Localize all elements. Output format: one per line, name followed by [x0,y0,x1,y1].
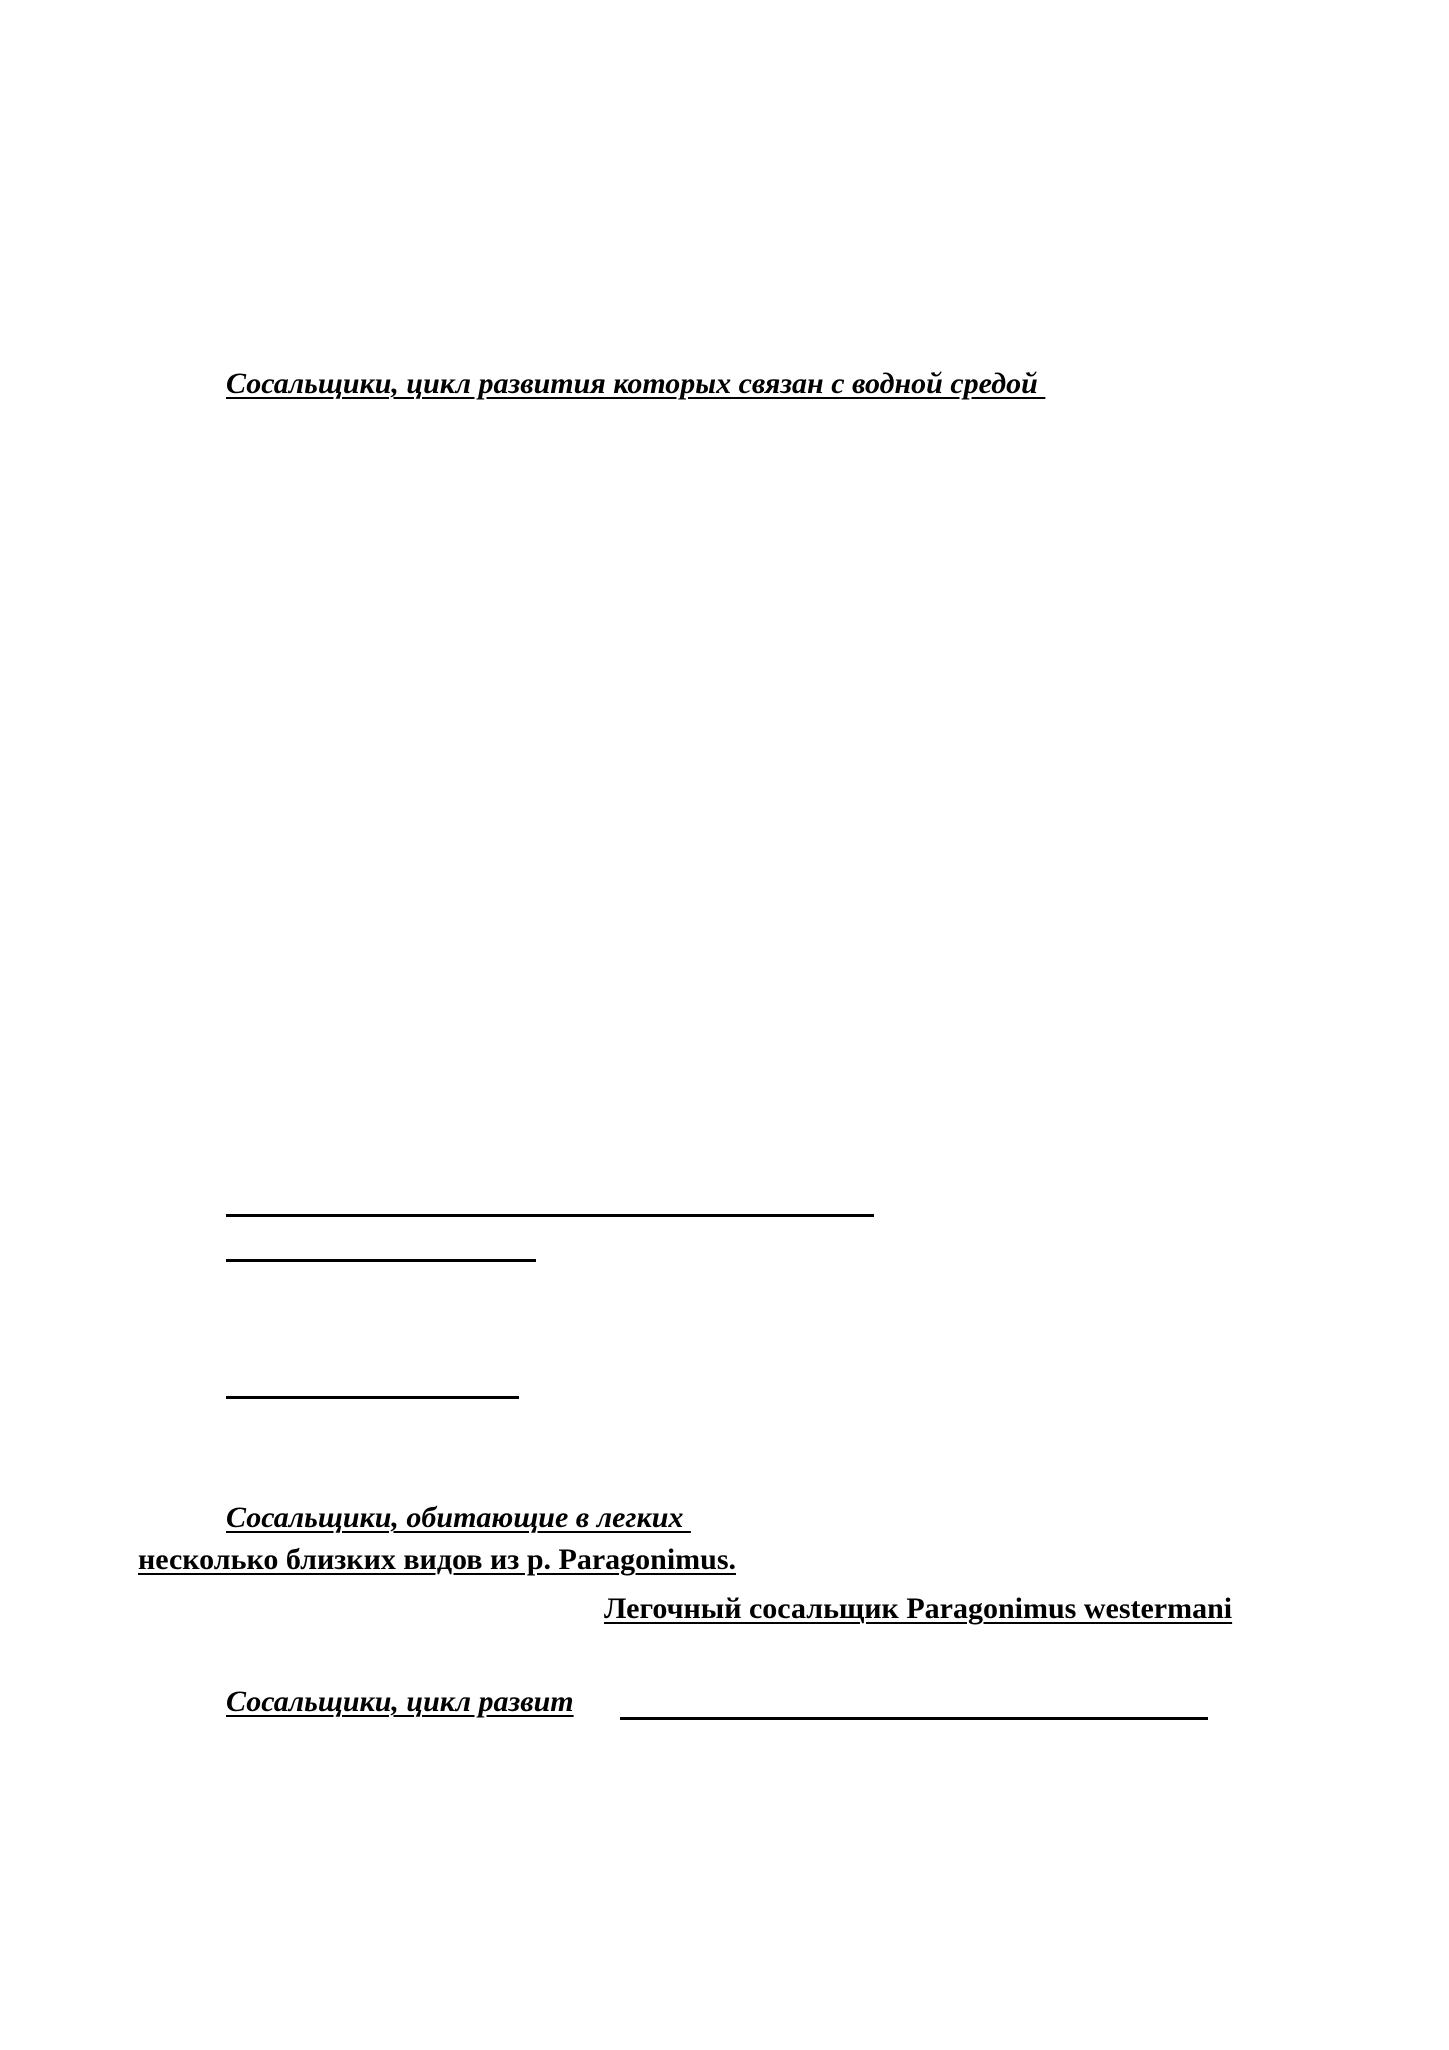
blank-underline-3 [226,1396,519,1399]
paragonimus-species-line: несколько близких видов из р. Paragonimus. [138,1543,737,1576]
lung-fluke-title: Легочный сосальщик Paragonimus westermani [604,1592,1233,1625]
section-heading-water-cycle: Сосальщики, цикл развития которых связан с водной средой [226,367,1046,400]
section-heading-lung-flukes: Сосальщики, обитающие в легких [226,1501,691,1534]
blank-underline-2 [226,1259,536,1262]
section-heading-cycle-truncated: Сосальщики, цикл развит [226,1685,574,1718]
blank-underline-4 [620,1717,1208,1720]
blank-underline-1 [226,1214,874,1217]
